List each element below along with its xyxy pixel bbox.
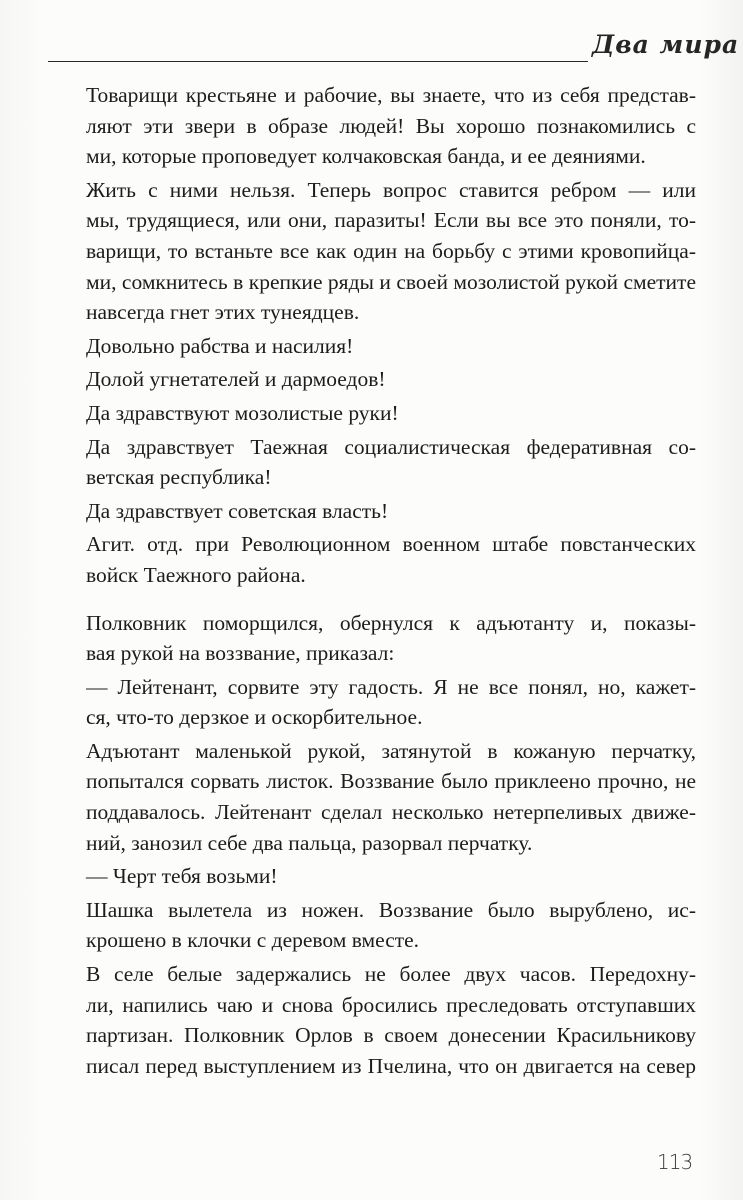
paragraph	[86, 959, 696, 1081]
paragraph	[86, 496, 696, 527]
paragraph	[86, 895, 696, 956]
text-line: ли, напились чаю и снова бросились преследовать отступавших	[86, 992, 696, 1017]
paragraph	[86, 736, 696, 858]
text-line: ний, занозил себе два пальца, разорвал перчатку.	[86, 830, 533, 855]
text-line: Жить с ними нельзя. Теперь вопрос ставится ребром — или	[86, 177, 696, 202]
text-line: ми, которые проповедует колчаковская банда, и ее деяниями.	[86, 144, 646, 169]
paragraph	[86, 608, 696, 669]
text-line: Шашка вылетела из ножен. Воззвание было вырублено, ис-	[86, 897, 696, 922]
paragraph	[86, 672, 696, 733]
text-line: варищи, то встаньте все как один на борьбу с этими кровопийца-	[86, 238, 696, 263]
text-line: ся, что-то дерзкое и оскорбительное.	[86, 705, 423, 730]
text-line: партизан. Полковник Орлов в своем донесении Красильникову	[86, 1023, 696, 1048]
text-line: Да здравствует Таежная социалистическая федеративная со-	[86, 434, 696, 459]
header-rule	[48, 61, 588, 62]
text-line: Агит. отд. при Революционном военном штабе повстанческих	[86, 532, 696, 557]
text-line: ми, сомкнитесь в крепкие ряды и своей мозолистой рукой сметите	[86, 269, 696, 294]
text-line: войск Таежного района.	[86, 562, 306, 587]
text-line: мы, трудящиеся, или они, паразиты! Если вы все это поняли, то-	[86, 208, 696, 233]
text-line: писал перед выступлением из Пчелина, что он двигается на север	[86, 1053, 696, 1078]
paragraph	[86, 331, 696, 362]
text-line: Полковник поморщился, обернулся к адъютанту и, показы-	[86, 610, 696, 635]
text-line: В селе белые задержались не более двух часов. Передохну-	[86, 962, 696, 987]
paragraph	[86, 80, 696, 172]
paragraph	[86, 175, 696, 328]
text-line: крошено в клочки с деревом вместе.	[86, 928, 420, 953]
body-text	[86, 80, 696, 1081]
paragraph	[86, 529, 696, 590]
running-head: Два мира	[592, 30, 740, 59]
text-line: — Лейтенант, сорвите эту гадость. Я не все понял, но, кажет-	[86, 674, 696, 699]
text-line: ляют эти звери в образе людей! Вы хорошо познакомились с	[86, 113, 696, 138]
text-line: ветская республика!	[86, 465, 272, 490]
text-line: вая рукой на воззвание, приказал:	[86, 641, 395, 666]
text-line: Да здравствуют мозолистые руки!	[86, 400, 399, 425]
text-line: поддавалось. Лейтенант сделал несколько нетерпеливых движе-	[86, 800, 696, 825]
text-line: — Черт тебя возьми!	[86, 864, 278, 889]
text-line: Адъютант маленькой рукой, затянутой в кожаную перчатку,	[86, 738, 696, 763]
paragraph	[86, 364, 696, 395]
paragraph	[86, 432, 696, 493]
text-line: Товарищи крестьяне и рабочие, вы знаете, что из себя представ-	[86, 83, 696, 107]
text-line: Довольно рабства и насилия!	[86, 333, 354, 358]
text-line: попытался сорвать листок. Воззвание было приклеено прочно, не	[86, 769, 696, 794]
text-line: Да здравствует советская власть!	[86, 498, 389, 523]
page-number: 113	[657, 1150, 693, 1174]
paragraph	[86, 398, 696, 429]
paragraph	[86, 861, 696, 892]
text-line: Долой угнетателей и дармоедов!	[86, 367, 386, 392]
text-line: навсегда гнет этих тунеядцев.	[86, 300, 360, 325]
